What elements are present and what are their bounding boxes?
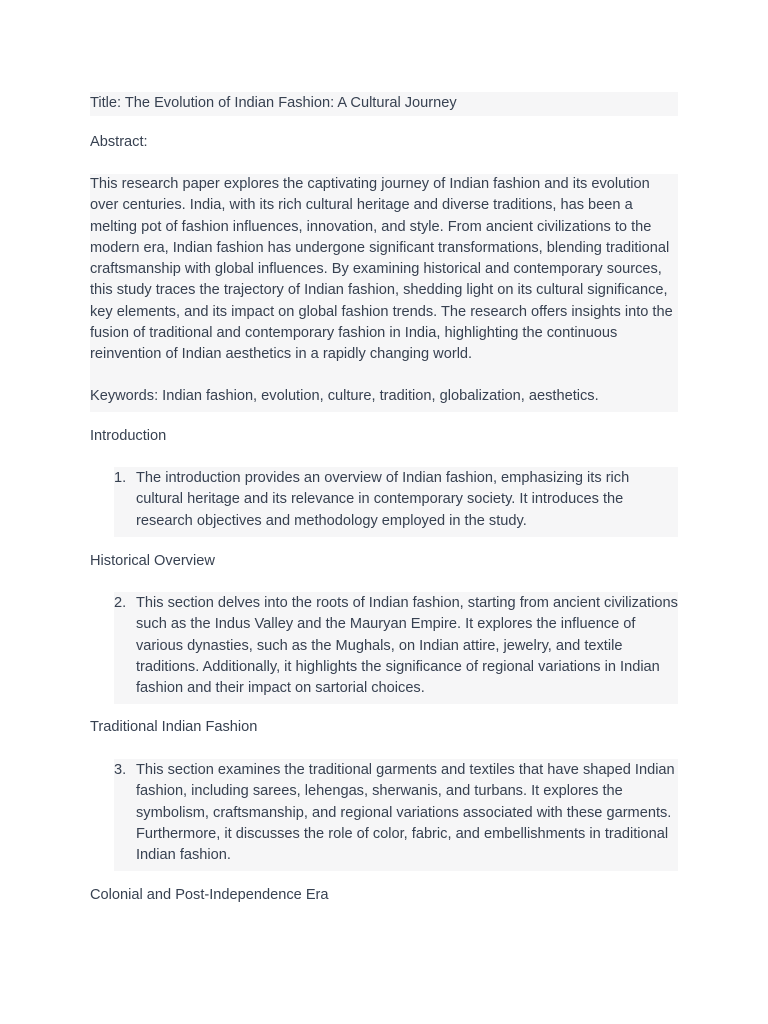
abstract-block (90, 174, 678, 412)
list-item-text: The introduction provides an overview of Indian fashion, emphasizing its rich cultural heritage and its relevance in contemporary society. It introduces the research objectives and methodology employed in the study. (136, 470, 630, 529)
list-item-number: 3. (114, 762, 127, 778)
paper-title: Title: The Evolution of Indian Fashion: A Cultural Journey (90, 92, 678, 116)
list-item (114, 592, 678, 704)
abstract-label: Abstract: (90, 134, 148, 150)
list-item-number: 2. (114, 595, 127, 611)
list-item (114, 759, 678, 871)
keywords-line: Keywords: Indian fashion, evolution, culture, tradition, globalization, aesthetics. (90, 387, 599, 404)
list-item-text: This section examines the traditional garments and textiles that have shaped Indian fashion, including sarees, lehengas, sherwanis, and turbans. It explores the symbolism, craftsmanship, and regional variations associated with these garments. Furthermore, it discusses the role of color, fabric, and embellishments in traditional Indian fashion. (136, 762, 675, 864)
section-heading-colonial-era: Colonial and Post-Independence Era (90, 887, 329, 903)
section-heading-traditional-indian-fashion: Traditional Indian Fashion (90, 719, 258, 735)
section-heading-historical-overview: Historical Overview (90, 553, 215, 569)
list-item-text: This section delves into the roots of Indian fashion, starting from ancient civilizations such as the Indus Valley and the Mauryan Empire. It explores the influence of various dynasties, such as the Mughals, on Indian attire, jewelry, and textile traditions. Additionally, it highlights the significance of regional variations in Indian fashion and their impact on sartorial choices. (136, 595, 678, 697)
list-item-number: 1. (114, 470, 127, 486)
abstract-text: This research paper explores the captivating journey of Indian fashion and its evolution over centuries. India, with its rich cultural heritage and diverse traditions, has been a melting pot of fashion influences, innovation, and style. From ancient civilizations to the modern era, Indian fashion has undergone significant transformations, blending traditional craftsmanship with global influences. By examining historical and contemporary sources, this study traces the trajectory of Indian fashion, shedding light on its cultural significance, key elements, and its impact on global fashion trends. The research offers insights into the fusion of traditional and contemporary fashion in India, highlighting the continuous reinvention of Indian aesthetics in a rapidly changing world. (90, 176, 673, 363)
list-item (114, 467, 678, 537)
section-heading-introduction: Introduction (90, 428, 167, 444)
